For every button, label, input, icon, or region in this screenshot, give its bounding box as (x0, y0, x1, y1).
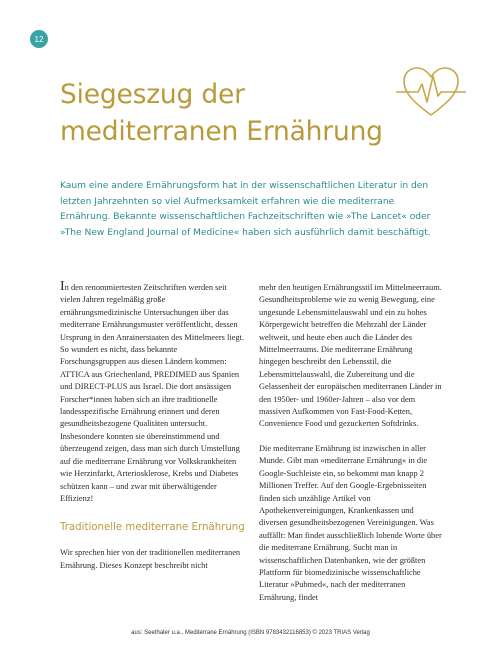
right-paragraph-1: mehr den heutigen Ernährungsstil im Mittelmeerraum. Gesundheitsprobleme wie zu wenig Bewegung, eine ungesunde Lebensmittelauswahl und ein zu hohes Körpergewicht betreffen die Mehrzahl der Länder weltweit, und heute eben auch die Länder des Mittelmeerraums. Die mediterrane Ernährung hingegen beschreibt den Lebensstil, die Lebensmittelauswahl, die Zubereitung und die Gelassenheit der europäischen mediterranen Länder in den 1950er- und 1960er-Jahren – also vor dem massiven Aufkommen von Fast-Food-Ketten, Convenience Food und gezuckerten Softdrinks. (259, 283, 442, 429)
intro-paragraph: Kaum eine andere Ernährungsform hat in der wissenschaftlichen Literatur in den letzten Jahrzehnten so viel Aufmerksamkeit erfahren wie die mediterrane Ernährung. Bekannte wissenschaftlichen Fachzeitschriften wie »The Lancet« oder »The New England Journal of Medicine« haben sich ausführlich damit beschäftigt. (60, 181, 431, 238)
left-paragraph-1-text: n den renommiertesten Zeitschriften werden seit vielen Jahren regelmäßig große ernährungsmedizinische Untersuchungen über das mediterrane Ernährungsmuster veröffentlicht, dessen Ursprung in den Anrainerstaaten des Mittelmeers liegt. So wundert es nicht, dass bekannte Forschungsgruppen aus diesen Ländern kommen: ATTICA aus Griechenland, PREDIMED aus Spanien und DIRECT-PLUS aus Israel. Die dort ansässigen Forscher*innen haben sich an ihre traditionelle landesspezifische Ernährung erinnert und deren gesundheitsbezogene Qualitäten untersucht. Insbesondere konnten sie übereinstimmend und überzeugend zeigen, dass man sich durch Umstellung auf die mediterrane Ernährung vor Volkskrankheiten wie Herzinfarkt, Arteriosklerose, Krebs und Diabetes schützen kann – und zwar mit überwältigender Effizienz! (60, 283, 244, 503)
page-number-badge: 12 (30, 30, 48, 48)
heart-pulse-icon (396, 62, 466, 122)
intro-text (60, 179, 445, 241)
left-paragraph-2: Wir sprechen hier von der traditionellen mediterranen Ernährung. Dieses Konzept beschreibt nicht (60, 548, 241, 570)
page-title (60, 76, 383, 150)
left-paragraph-1 (60, 279, 245, 505)
right-column (259, 282, 444, 604)
footer-citation: aus: Seethaler u.a., Mediterrane Ernährung (ISBN 9783432116853) © 2023 TRIAS Verlag (131, 630, 370, 636)
section-subheading: Traditionelle mediterrane Ernährung (60, 522, 245, 534)
right-paragraph-2: Die mediterrane Ernährung ist inzwischen in aller Munde. Gibt man »mediterrane Ernährung« in die Google-Suchleiste ein, so bekommt man knapp 2 Millionen Treffer. Auf den Google-Ergebnisseiten finden sich unzählige Artikel von Apothekenvereinigungen, Krankenkassen und diversen gesundheitsbezogenen Vereinigungen. Was auffällt: Man findet ausschließlich lobende Worte über die mediterrane Ernährung. Sucht man in wissenschaftlichen Datenbanken, wie der größten Plattform für biomedizinische wissenschaftliche Literatur »Pubmed«, nach der mediterranen Ernährung, findet (259, 443, 442, 602)
dropcap: I (60, 279, 65, 294)
title-line-2: mediterranen Ernährung (60, 116, 383, 147)
left-column (60, 279, 245, 572)
title-line-1: Siegeszug der (60, 79, 245, 110)
